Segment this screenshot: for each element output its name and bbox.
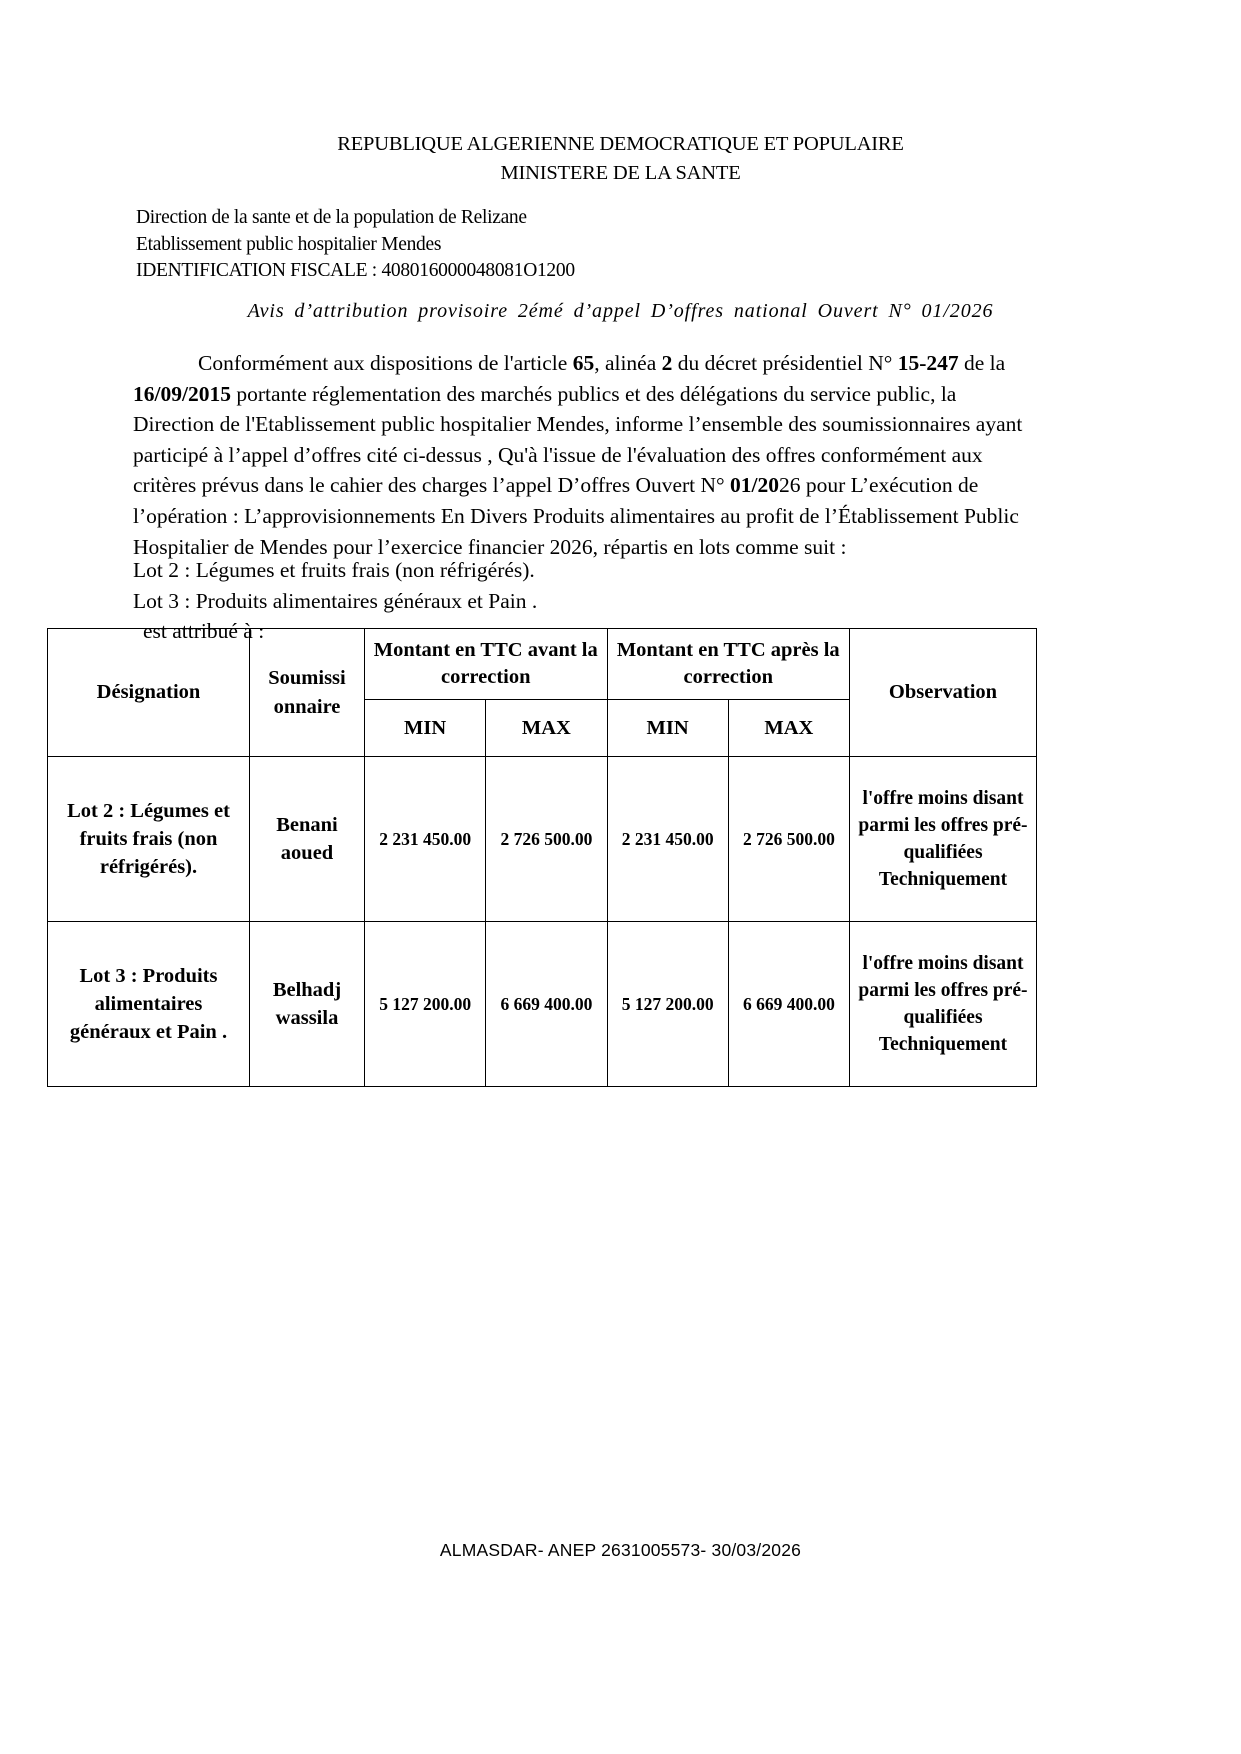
body-decree-date: 16/09/2015: [133, 381, 231, 406]
body-segment-1: Conformément aux dispositions de l'article: [198, 351, 573, 375]
cell-min-avant: 2 231 450.00: [365, 757, 486, 922]
fiscal-identification-line: IDENTIFICATION FISCALE : 408016000048081O1200: [136, 260, 575, 281]
organization-block: [136, 205, 1036, 285]
table-header-group-row: [48, 629, 1037, 700]
cell-min-apres: 5 127 200.00: [607, 922, 728, 1087]
cell-max-avant: 2 726 500.00: [486, 757, 607, 922]
header-min-apres: MIN: [607, 700, 728, 757]
document-footer: ALMASDAR- ANEP 2631005573- 30/03/2026: [439, 1540, 802, 1560]
attributed-line: est attribué à :: [143, 619, 265, 644]
body-decree-number: 15-247: [897, 351, 959, 375]
cell-max-avant: 6 669 400.00: [486, 922, 607, 1087]
header-max-avant: MAX: [486, 700, 607, 757]
body-tender-number: 01/20: [730, 473, 780, 498]
table-row: [48, 922, 1037, 1087]
header-montant-avant: Montant en TTC avant la correction: [365, 629, 608, 700]
body-segment-7: L’approvisionnements En Divers Produits alimentaires au profit de l’Établissement Public Hospitalier de Mendes pour l’exercice financier 2026, répartis en lots comme suit :: [133, 503, 1019, 559]
cell-min-apres: 2 231 450.00: [607, 757, 728, 922]
header-min-avant: MIN: [365, 700, 486, 757]
cell-observation: l'offre moins disant parmi les offres pré-qualifiées Techniquement: [850, 922, 1037, 1087]
header-soumissionnaire: Soumissi onnaire: [250, 629, 365, 757]
document-header: [0, 130, 1241, 188]
body-alinea-number: 2: [661, 351, 673, 375]
lot-line-2: Lot 2 : Légumes et fruits frais (non réfrigérés).: [133, 558, 535, 582]
cell-max-apres: 6 669 400.00: [728, 922, 849, 1087]
table-row: [48, 757, 1037, 922]
body-segment-6: 26 pour L’exécution de l’opération: [133, 473, 979, 528]
body-segment-4: de la: [958, 351, 1006, 375]
body-paragraph: [133, 348, 1038, 562]
header-ministry-line: MINISTERE DE LA SANTE: [500, 162, 741, 184]
award-table: [47, 628, 1037, 1087]
lot-line-3: Lot 3 : Produits alimentaires généraux et Pain .: [133, 588, 538, 613]
cell-soumissionnaire: Benani aoued: [250, 757, 365, 922]
cell-soumissionnaire: Belhadj wassila: [250, 922, 365, 1087]
body-segment-5: portante réglementation des marchés publics et des délégations du service public, la Direction de l'Etablissement public hospitalier Mendes, informe l’ensemble des soumissionnaires ayant participé à l’appel d’offres cité ci-dessus , Qu'à l'issue de l'évaluation des offres conformément aux critères prévus dans le cahier des charges l’appel D’offres Ouvert N°: [133, 381, 1023, 498]
header-republic-line: REPUBLIQUE ALGERIENNE DEMOCRATIQUE ET POPULAIRE: [337, 133, 904, 155]
cell-designation: Lot 3 : Produits alimentaires généraux et Pain .: [48, 922, 250, 1087]
establishment-line: Etablissement public hospitalier Mendes: [136, 233, 442, 255]
header-observation: Observation: [850, 629, 1037, 757]
body-segment-colon: :: [227, 503, 245, 528]
notice-title: Avis d’attribution provisoire 2émé d’appel D’offres national Ouvert N° 01/2026: [247, 300, 994, 322]
cell-min-avant: 5 127 200.00: [365, 922, 486, 1087]
header-designation: Désignation: [48, 629, 250, 757]
body-paragraph-text: [133, 348, 1038, 562]
body-segment-3: du décret présidentiel N°: [672, 351, 898, 375]
body-article-number: 65: [572, 351, 595, 375]
header-max-apres: MAX: [728, 700, 849, 757]
cell-designation: Lot 2 : Légumes et fruits frais (non réfrigérés).: [48, 757, 250, 922]
direction-line: Direction de la sante et de la population de Relizane: [136, 207, 527, 228]
cell-observation: l'offre moins disant parmi les offres pré-qualifiées Techniquement: [850, 757, 1037, 922]
cell-max-apres: 2 726 500.00: [728, 757, 849, 922]
body-segment-2: , alinéa: [594, 351, 662, 375]
header-montant-apres: Montant en TTC après la correction: [607, 629, 850, 700]
